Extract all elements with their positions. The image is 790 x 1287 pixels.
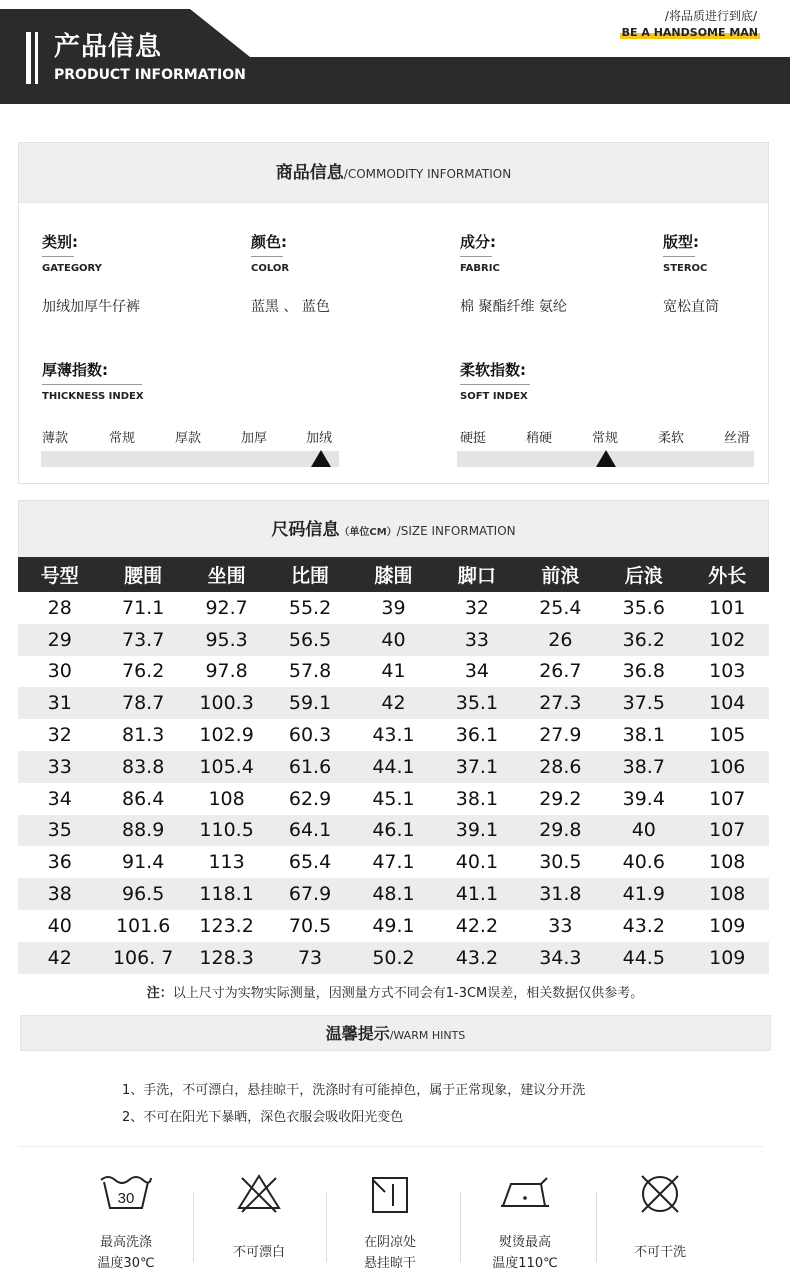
table-cell: 42 xyxy=(18,942,101,974)
attr-underline xyxy=(42,256,74,257)
table-cell: 108 xyxy=(709,851,746,874)
table-cell: 71.1 xyxy=(122,596,165,619)
table-cell: 26.7 xyxy=(539,660,582,683)
table-cell: 29.2 xyxy=(539,787,582,810)
table-cell: 31 xyxy=(18,687,101,719)
size-title-cn: 尺码信息 xyxy=(271,520,340,540)
table-cell: 109 xyxy=(686,942,770,974)
commodity-header xyxy=(19,143,768,203)
table-cell: 64.1 xyxy=(268,815,351,847)
table-cell: 34 xyxy=(47,787,72,810)
table-cell: 96.5 xyxy=(101,878,184,910)
table-cell: 106 xyxy=(686,751,770,783)
soft-marker xyxy=(596,450,616,467)
table-cell: 36.8 xyxy=(622,660,665,683)
table-cell: 29.8 xyxy=(519,815,602,847)
table-cell: 101 xyxy=(709,596,746,619)
soft-level: 稍硬 xyxy=(526,431,553,446)
table-cell: 91.4 xyxy=(122,851,165,874)
header-title-en: PRODUCT INFORMATION xyxy=(54,67,246,83)
size-panel xyxy=(18,500,769,557)
table-cell: 38.1 xyxy=(455,787,499,810)
size-title-unit: （单位CM） xyxy=(339,527,397,538)
thickness-level: 薄款 xyxy=(42,431,69,446)
table-cell: 35 xyxy=(18,815,101,847)
table-cell: 83.8 xyxy=(101,751,184,783)
table-cell: 33 xyxy=(18,751,101,783)
table-cell: 30.5 xyxy=(539,851,582,874)
attr-category xyxy=(42,231,102,274)
care-iron-110 xyxy=(460,1170,590,1274)
col-header: 腰围 xyxy=(101,557,184,592)
hints-title-en: /WARM HINTS xyxy=(389,1029,466,1042)
thickness-label-cn: 厚薄指数: xyxy=(42,361,108,379)
table-cell: 46.1 xyxy=(352,815,435,847)
col-header: 坐围 xyxy=(185,557,268,592)
table-cell: 41.1 xyxy=(435,878,518,910)
table-cell: 39 xyxy=(381,596,406,619)
table-cell: 36.2 xyxy=(602,624,685,656)
table-cell: 73 xyxy=(268,942,351,974)
col-header: 膝围 xyxy=(352,557,435,592)
table-row xyxy=(18,815,769,847)
commodity-title-en: /COMMODITY INFORMATION xyxy=(343,167,512,181)
table-cell: 42 xyxy=(352,687,435,719)
attr-value-category: 加绒加厚牛仔裤 xyxy=(42,299,140,315)
col-header: 后浪 xyxy=(602,557,685,592)
table-row xyxy=(18,910,769,942)
care-label: 在阴凉处 xyxy=(363,1235,416,1250)
table-cell: 97.8 xyxy=(205,660,248,683)
table-cell: 37.1 xyxy=(435,751,518,783)
divider xyxy=(18,1146,763,1147)
care-label: 不可干洗 xyxy=(633,1245,686,1260)
attr-label-cn: 成分: xyxy=(460,233,496,251)
warm-hints-header xyxy=(20,1015,771,1051)
table-cell: 28 xyxy=(47,596,72,619)
header-accent-bar xyxy=(35,32,38,84)
attr-underline xyxy=(460,256,492,257)
table-cell: 76.2 xyxy=(122,660,165,683)
shade-hang-dry-icon xyxy=(365,1170,415,1216)
table-cell: 60.3 xyxy=(288,724,332,747)
soft-level: 柔软 xyxy=(658,431,685,446)
table-cell: 34.3 xyxy=(519,942,602,974)
table-cell: 92.7 xyxy=(205,596,248,619)
size-header xyxy=(19,501,768,558)
size-note xyxy=(0,982,790,1001)
table-cell: 35.1 xyxy=(435,687,518,719)
table-cell: 118.1 xyxy=(185,878,268,910)
thickness-level: 厚款 xyxy=(175,431,202,446)
table-cell: 56.5 xyxy=(268,624,351,656)
table-cell: 62.9 xyxy=(288,787,332,810)
table-cell: 43.2 xyxy=(435,942,518,974)
size-table-body xyxy=(18,592,769,974)
note-prefix: 注： xyxy=(146,986,173,1001)
iron-110-icon xyxy=(497,1170,553,1216)
table-row xyxy=(18,783,769,815)
table-cell: 103 xyxy=(709,660,746,683)
col-header: 比围 xyxy=(268,557,351,592)
hint-line: 2、不可在阳光下暴晒，深色衣服会吸收阳光变色 xyxy=(122,1110,404,1125)
table-cell: 40.6 xyxy=(622,851,665,874)
slogan-cn: /将品质进行到底/ xyxy=(664,9,757,23)
soft-level: 丝滑 xyxy=(724,431,751,446)
table-cell: 33 xyxy=(435,624,518,656)
soft-level: 硬挺 xyxy=(460,431,487,446)
care-label: 悬挂晾干 xyxy=(363,1256,416,1271)
col-header: 脚口 xyxy=(435,557,518,592)
table-cell: 38.1 xyxy=(622,724,665,747)
table-cell: 108 xyxy=(686,878,770,910)
thickness-index xyxy=(42,359,144,402)
table-cell: 40 xyxy=(47,914,72,937)
table-row xyxy=(18,942,769,974)
table-cell: 32 xyxy=(47,724,72,747)
attr-color xyxy=(251,231,289,274)
table-cell: 31.8 xyxy=(519,878,602,910)
table-cell: 101.6 xyxy=(115,914,171,937)
table-cell: 104 xyxy=(686,687,770,719)
size-table xyxy=(18,557,769,974)
header-accent-bar xyxy=(26,32,31,84)
thickness-level: 常规 xyxy=(109,431,136,446)
attr-label-en: COLOR xyxy=(251,263,290,274)
table-cell: 39.1 xyxy=(435,815,518,847)
thickness-bar xyxy=(41,451,339,467)
attr-fit xyxy=(663,231,707,274)
table-cell: 106. 7 xyxy=(101,942,184,974)
attr-label-en: GATEGORY xyxy=(42,263,102,274)
attr-label-cn: 版型: xyxy=(663,233,699,251)
table-cell: 35.6 xyxy=(622,596,665,619)
thickness-level: 加绒 xyxy=(306,431,333,446)
table-cell: 109 xyxy=(709,914,746,937)
table-cell: 107 xyxy=(686,815,770,847)
table-cell: 36 xyxy=(47,851,72,874)
hint-line: 1、手洗，不可漂白，悬挂晾干，洗涤时有可能掉色，属于正常现象，建议分开洗 xyxy=(122,1083,586,1098)
attr-underline xyxy=(251,256,283,257)
table-cell: 44.1 xyxy=(352,751,435,783)
table-cell: 42.2 xyxy=(455,914,499,937)
table-cell: 65.4 xyxy=(288,851,332,874)
soft-index xyxy=(460,359,530,402)
hints-title-cn: 温馨提示 xyxy=(325,1024,390,1043)
soft-label-cn: 柔软指数: xyxy=(460,361,526,379)
table-cell: 30 xyxy=(47,660,72,683)
care-no-dry-clean xyxy=(595,1170,725,1263)
table-cell: 55.2 xyxy=(288,596,332,619)
care-no-bleach xyxy=(194,1170,324,1263)
wash-temp-number: 30 xyxy=(117,1190,135,1207)
table-cell: 105 xyxy=(709,724,746,747)
table-cell: 43.1 xyxy=(372,724,415,747)
soft-level: 常规 xyxy=(592,431,619,446)
table-cell: 47.1 xyxy=(372,851,415,874)
note-text: 以上尺寸为实物实际测量，因测量方式不同会有1-3CM误差，相关数据仅供参考。 xyxy=(172,986,644,1001)
table-cell: 33 xyxy=(548,914,573,937)
no-dry-clean-icon xyxy=(635,1170,685,1216)
table-cell: 108 xyxy=(208,787,245,810)
commodity-panel xyxy=(18,142,769,484)
table-cell: 28.6 xyxy=(519,751,602,783)
product-info-header xyxy=(0,0,790,104)
table-cell: 48.1 xyxy=(352,878,435,910)
attr-label-en: STEROC xyxy=(663,263,708,274)
table-cell: 27.9 xyxy=(539,724,582,747)
attr-value-fit: 宽松直筒 xyxy=(663,299,719,315)
table-cell: 43.2 xyxy=(622,914,665,937)
table-cell: 70.5 xyxy=(288,914,332,937)
table-cell: 25.4 xyxy=(539,596,582,619)
table-row xyxy=(18,624,769,656)
care-label: 温度110℃ xyxy=(492,1256,558,1271)
table-row xyxy=(18,751,769,783)
attr-underline xyxy=(460,384,530,385)
table-cell: 37.5 xyxy=(602,687,685,719)
table-cell: 95.3 xyxy=(185,624,268,656)
table-row xyxy=(18,687,769,719)
attr-underline xyxy=(663,256,695,257)
care-label: 最高洗涤 xyxy=(99,1235,152,1250)
table-cell: 113 xyxy=(208,851,245,874)
attr-underline xyxy=(42,384,142,385)
table-cell: 59.1 xyxy=(268,687,351,719)
soft-label-en: SOFT INDEX xyxy=(460,391,528,402)
attr-label-cn: 颜色: xyxy=(251,233,287,251)
table-cell: 102.9 xyxy=(199,724,254,747)
care-label: 熨烫最高 xyxy=(498,1235,551,1250)
slogan-en: BE A HANDSOME MAN xyxy=(621,26,758,39)
attr-label-en: FABRIC xyxy=(460,263,500,274)
wash-30-icon xyxy=(98,1170,154,1216)
thickness-marker xyxy=(311,450,331,467)
table-cell: 57.8 xyxy=(288,660,332,683)
table-cell: 38 xyxy=(18,878,101,910)
size-table-header-row xyxy=(18,557,769,592)
table-cell: 38.7 xyxy=(602,751,685,783)
care-wash-30 xyxy=(61,1170,191,1274)
table-cell: 86.4 xyxy=(122,787,165,810)
table-cell: 40 xyxy=(602,815,685,847)
attr-label-cn: 类别: xyxy=(42,233,78,251)
table-cell: 41 xyxy=(381,660,406,683)
table-cell: 67.9 xyxy=(268,878,351,910)
table-cell: 27.3 xyxy=(519,687,602,719)
table-cell: 26 xyxy=(519,624,602,656)
table-row xyxy=(18,656,769,688)
size-title-en: /SIZE INFORMATION xyxy=(396,524,516,538)
col-header: 前浪 xyxy=(519,557,602,592)
table-cell: 102 xyxy=(686,624,770,656)
table-cell: 50.2 xyxy=(352,942,435,974)
col-header: 号型 xyxy=(18,557,101,592)
table-cell: 100.3 xyxy=(185,687,268,719)
table-cell: 123.2 xyxy=(199,914,254,937)
table-cell: 81.3 xyxy=(122,724,165,747)
table-cell: 39.4 xyxy=(622,787,665,810)
attr-value-color: 蓝黑 、 蓝色 xyxy=(251,299,330,315)
table-cell: 78.7 xyxy=(101,687,184,719)
table-row xyxy=(18,719,769,751)
care-label: 不可漂白 xyxy=(232,1245,285,1260)
table-cell: 105.4 xyxy=(185,751,268,783)
table-cell: 88.9 xyxy=(101,815,184,847)
table-cell: 44.5 xyxy=(602,942,685,974)
table-cell: 36.1 xyxy=(455,724,499,747)
care-shade-hang-dry xyxy=(325,1170,455,1274)
table-cell: 107 xyxy=(709,787,746,810)
header-title-cn: 产品信息 xyxy=(54,32,163,62)
table-row xyxy=(18,592,769,624)
table-cell: 128.3 xyxy=(185,942,268,974)
table-cell: 45.1 xyxy=(372,787,415,810)
table-cell: 40 xyxy=(352,624,435,656)
table-cell: 49.1 xyxy=(372,914,415,937)
no-bleach-icon xyxy=(234,1170,284,1216)
table-cell: 32 xyxy=(464,596,489,619)
thickness-label-en: THICKNESS INDEX xyxy=(42,391,144,402)
attr-fabric xyxy=(460,231,500,274)
thickness-level: 加厚 xyxy=(241,431,268,446)
table-row xyxy=(18,846,769,878)
table-cell: 61.6 xyxy=(268,751,351,783)
table-cell: 29 xyxy=(18,624,101,656)
table-cell: 110.5 xyxy=(185,815,268,847)
table-row xyxy=(18,878,769,910)
care-label: 温度30℃ xyxy=(97,1256,155,1271)
commodity-title-cn: 商品信息 xyxy=(275,163,344,183)
table-cell: 73.7 xyxy=(101,624,184,656)
table-cell: 41.9 xyxy=(602,878,685,910)
table-cell: 34 xyxy=(464,660,489,683)
col-header: 外长 xyxy=(686,557,770,592)
table-cell: 40.1 xyxy=(455,851,499,874)
attr-value-fabric: 棉 聚酯纤维 氨纶 xyxy=(460,299,567,315)
